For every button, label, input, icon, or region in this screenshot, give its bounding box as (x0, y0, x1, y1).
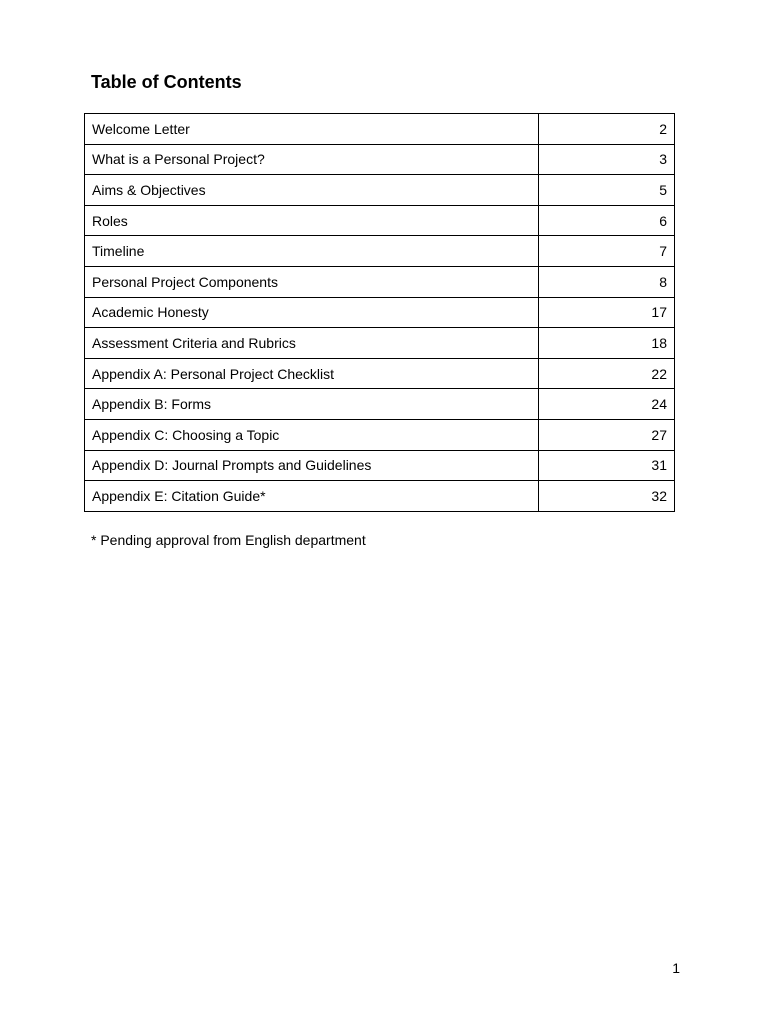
toc-entry-page: 24 (539, 389, 675, 420)
page-number: 1 (672, 960, 680, 976)
toc-entry-label: Welcome Letter (85, 114, 539, 145)
table-row (85, 236, 675, 267)
toc-entry-page: 17 (539, 297, 675, 328)
toc-entry-page: 5 (539, 175, 675, 206)
table-of-contents (84, 113, 675, 512)
toc-entry-label: Assessment Criteria and Rubrics (85, 328, 539, 359)
toc-entry-page: 31 (539, 450, 675, 481)
toc-entry-label: Personal Project Components (85, 266, 539, 297)
table-row (85, 144, 675, 175)
toc-entry-label: What is a Personal Project? (85, 144, 539, 175)
footnote: * Pending approval from English department (91, 532, 366, 548)
table-row (85, 358, 675, 389)
toc-entry-label: Appendix B: Forms (85, 389, 539, 420)
toc-entry-label: Roles (85, 205, 539, 236)
toc-entry-label: Appendix C: Choosing a Topic (85, 419, 539, 450)
toc-entry-page: 2 (539, 114, 675, 145)
table-row (85, 266, 675, 297)
page-title: Table of Contents (91, 72, 242, 92)
toc-entry-label: Timeline (85, 236, 539, 267)
toc-entry-label: Academic Honesty (85, 297, 539, 328)
toc-entry-page: 32 (539, 481, 675, 512)
table-row (85, 114, 675, 145)
toc-entry-page: 22 (539, 358, 675, 389)
table-row (85, 175, 675, 206)
toc-entry-label: Appendix D: Journal Prompts and Guidelines (85, 450, 539, 481)
toc-entry-page: 18 (539, 328, 675, 359)
table-row (85, 450, 675, 481)
table-row (85, 419, 675, 450)
table-row (85, 205, 675, 236)
toc-entry-page: 7 (539, 236, 675, 267)
toc-entry-label: Aims & Objectives (85, 175, 539, 206)
table-row (85, 481, 675, 512)
table-row (85, 328, 675, 359)
toc-entry-page: 6 (539, 205, 675, 236)
table-row (85, 297, 675, 328)
toc-entry-label: Appendix E: Citation Guide* (85, 481, 539, 512)
toc-entry-page: 8 (539, 266, 675, 297)
table-row (85, 389, 675, 420)
toc-entry-page: 27 (539, 419, 675, 450)
toc-entry-page: 3 (539, 144, 675, 175)
toc-entry-label: Appendix A: Personal Project Checklist (85, 358, 539, 389)
